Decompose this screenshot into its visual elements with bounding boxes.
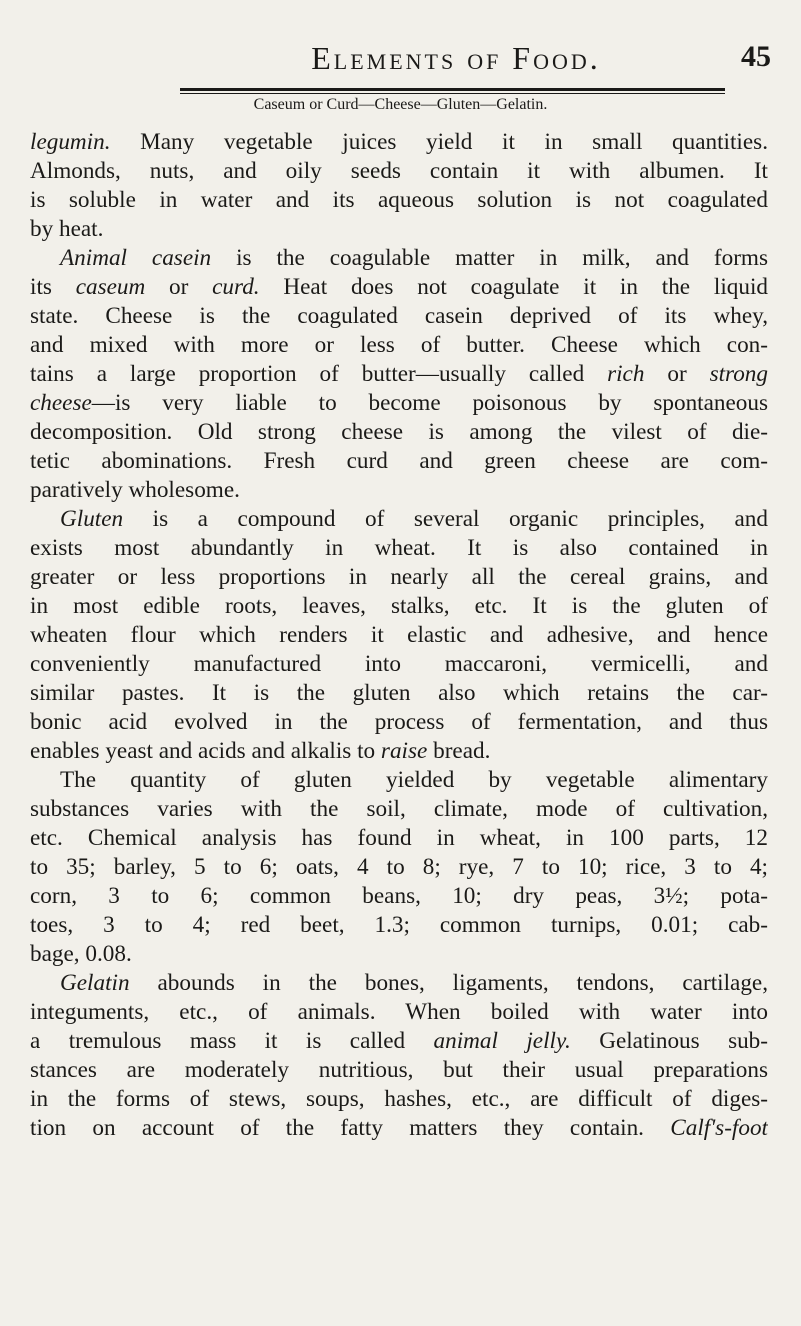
text-line: tion on account of the fatty matters they contain. Calf's-foot bbox=[30, 1115, 768, 1141]
text-line: Animal casein is the coagulable matter in milk, and forms bbox=[60, 245, 768, 271]
text-line: to 35; barley, 5 to 6; oats, 4 to 8; rye, 7 to 10; rice, 3 to 4; bbox=[30, 854, 768, 880]
text-line: wheaten flour which renders it elastic and adhesive, and hence bbox=[30, 622, 768, 648]
text-line: substances varies with the soil, climate, mode of cultivation, bbox=[30, 796, 768, 822]
text-line: The quantity of gluten yielded by vegetable alimentary bbox=[60, 767, 768, 793]
text-line: bonic acid evolved in the process of fermentation, and thus bbox=[30, 709, 768, 735]
text-line: integuments, etc., of animals. When boiled with water into bbox=[30, 999, 768, 1025]
text-line: bage, 0.08. bbox=[30, 941, 132, 967]
text-line: corn, 3 to 6; common beans, 10; dry peas, 3½; pota- bbox=[30, 883, 768, 909]
text-line: cheese—is very liable to become poisonous by spontaneous bbox=[30, 390, 768, 416]
text-line: is soluble in water and its aqueous solution is not coagulated bbox=[30, 187, 768, 213]
text-line: its caseum or curd. Heat does not coagulate it in the liquid bbox=[30, 274, 768, 300]
text-line: tetic abominations. Fresh curd and green cheese are com- bbox=[30, 448, 768, 474]
text-line: enables yeast and acids and alkalis to raise bread. bbox=[30, 738, 491, 764]
text-line: legumin. Many vegetable juices yield it in small quantities. bbox=[30, 129, 768, 155]
text-line: greater or less proportions in nearly all the cereal grains, and bbox=[30, 564, 768, 590]
text-line: and mixed with more or less of butter. Cheese which con- bbox=[30, 332, 768, 358]
running-head: Caseum or Curd—Cheese—Gluten—Gelatin. bbox=[253, 96, 548, 113]
text-line: toes, 3 to 4; red beet, 1.3; common turnips, 0.01; cab- bbox=[30, 912, 768, 938]
body-text bbox=[30, 128, 768, 1143]
text-line: etc. Chemical analysis has found in wheat, in 100 parts, 12 bbox=[30, 825, 768, 851]
header-rule-thin bbox=[180, 93, 725, 94]
text-line: state. Cheese is the coagulated casein deprived of its whey, bbox=[30, 303, 768, 329]
text-line: Gelatin abounds in the bones, ligaments, tendons, cartilage, bbox=[60, 970, 768, 996]
page-header-title: Elements of Food. bbox=[311, 40, 601, 76]
text-line: in the forms of stews, soups, hashes, etc., are difficult of diges- bbox=[30, 1086, 768, 1112]
text-line: paratively wholesome. bbox=[30, 477, 240, 503]
text-line: conveniently manufactured into maccaroni, vermicelli, and bbox=[30, 651, 768, 677]
text-line: similar pastes. It is the gluten also which retains the car- bbox=[30, 680, 768, 706]
text-line: exists most abundantly in wheat. It is also contained in bbox=[30, 535, 768, 561]
header-rule-thick bbox=[180, 88, 725, 91]
text-line: decomposition. Old strong cheese is among the vilest of die- bbox=[30, 419, 768, 445]
text-line: a tremulous mass it is called animal jelly. Gelatinous sub- bbox=[30, 1028, 768, 1054]
page-number: 45 bbox=[741, 40, 771, 73]
text-line: Gluten is a compound of several organic principles, and bbox=[60, 506, 768, 532]
text-line: Almonds, nuts, and oily seeds contain it with albumen. It bbox=[30, 158, 768, 184]
text-line: in most edible roots, leaves, stalks, etc. It is the gluten of bbox=[30, 593, 768, 619]
text-line: stances are moderately nutritious, but their usual preparations bbox=[30, 1057, 768, 1083]
text-line: tains a large proportion of butter—usually called rich or strong bbox=[30, 361, 768, 387]
text-line: by heat. bbox=[30, 216, 104, 242]
